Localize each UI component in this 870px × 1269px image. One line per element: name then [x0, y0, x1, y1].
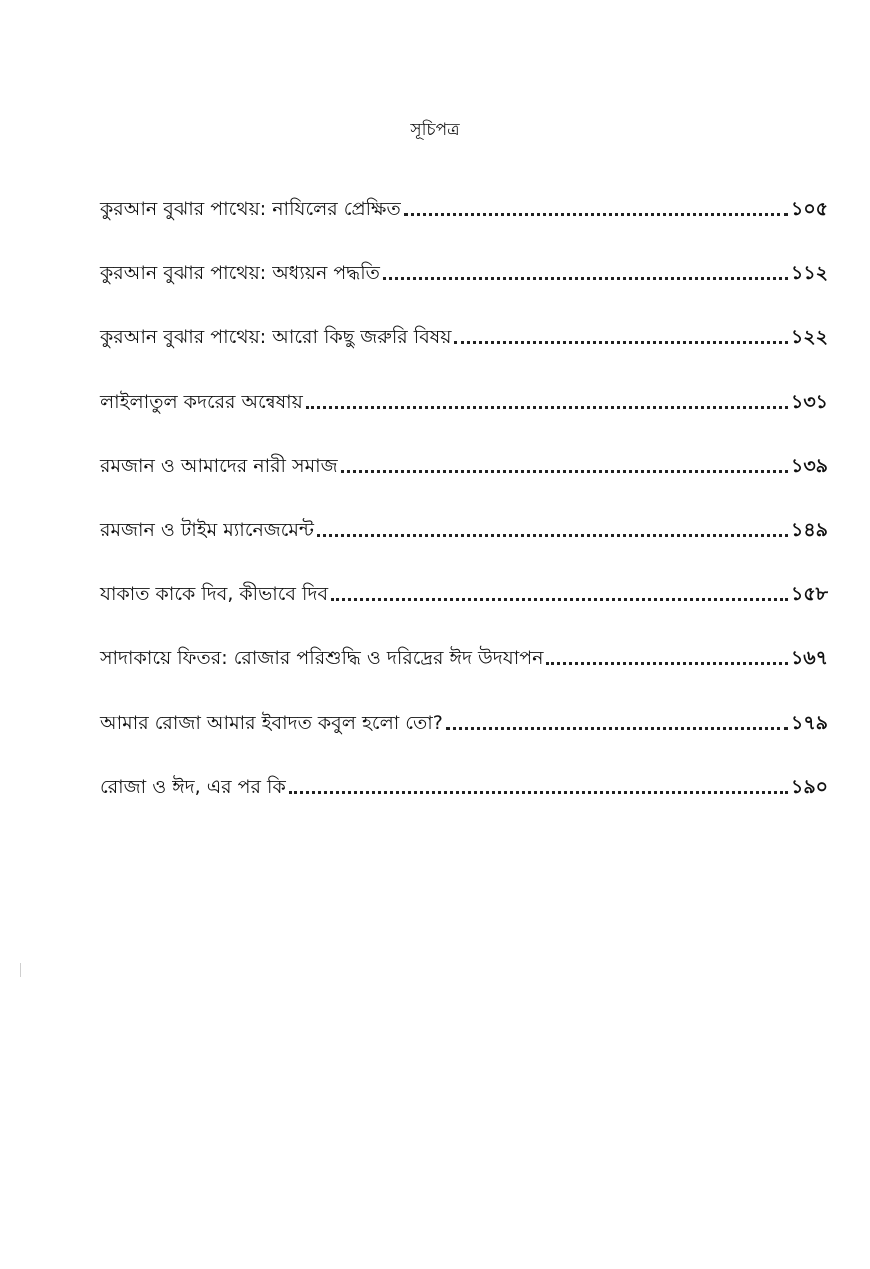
dot-leader: [289, 791, 788, 794]
toc-entry: [100, 698, 828, 738]
toc-entry-page-number: ১৭৯: [790, 711, 828, 734]
toc-entry-page-number: ১৯০: [790, 775, 828, 798]
dot-leader: [404, 213, 788, 216]
toc-entry-page-number: ১৬৭: [790, 647, 828, 670]
toc-entry-title: কুরআন বুঝার পাথেয়: নাযিলের প্রেক্ষিত: [100, 198, 401, 220]
toc-entry-page-number: ১৪৯: [791, 518, 828, 541]
toc-heading: সূচিপত্র: [410, 120, 460, 140]
toc-entry-title: আমার রোজা আমার ইবাদত কবুল হলো তো?: [100, 711, 443, 734]
dot-leader: [317, 534, 788, 537]
toc-entry: [100, 569, 828, 609]
dot-leader: [454, 341, 787, 344]
toc-entry: [100, 312, 828, 352]
toc-entry-title: রমজান ও টাইম ম্যানেজমেন্ট: [100, 518, 314, 541]
toc-entry-title: রোজা ও ঈদ, এর পর কি: [100, 775, 286, 798]
toc-entry: [100, 184, 828, 224]
dot-leader: [446, 727, 788, 730]
dot-leader: [546, 662, 788, 665]
toc-entry-page-number: ১২২: [790, 326, 828, 349]
toc-entry-page-number: ১৫৮: [791, 583, 828, 606]
toc-entry-page-number: ১১২: [790, 262, 828, 285]
scan-margin-mark: [20, 963, 21, 977]
toc-entry-page-number: ১৩১: [790, 390, 828, 413]
toc-entry-title: যাকাত কাকে দিব, কীভাবে দিব: [100, 583, 329, 606]
dot-leader: [341, 470, 788, 473]
table-of-contents: [100, 184, 828, 826]
toc-entry-title: কুরআন বুঝার পাথেয়: আরো কিছু জরুরি বিষয়: [100, 326, 452, 349]
dot-leader: [331, 598, 788, 601]
toc-entry: [100, 633, 828, 673]
toc-entry-page-number: ১০৫: [790, 198, 828, 220]
toc-entry-title: লাইলাতুল কদরের অন্বেষায়: [100, 390, 303, 413]
toc-entry-page-number: ১৩৯: [790, 454, 828, 477]
toc-entry-title: কুরআন বুঝার পাথেয়: অধ্যয়ন পদ্ধতি: [100, 262, 380, 285]
toc-entry: [100, 248, 828, 288]
toc-entry: [100, 505, 828, 545]
toc-entry-title: সাদাকায়ে ফিতর: রোজার পরিশুদ্ধি ও দরিদ্রের ঈদ উদযাপন: [100, 647, 544, 670]
toc-entry-title: রমজান ও আমাদের নারী সমাজ: [100, 454, 338, 477]
toc-entry: [100, 762, 828, 802]
dot-leader: [383, 277, 788, 280]
toc-entry: [100, 441, 828, 481]
dot-leader: [306, 406, 788, 409]
toc-entry: [100, 377, 828, 417]
